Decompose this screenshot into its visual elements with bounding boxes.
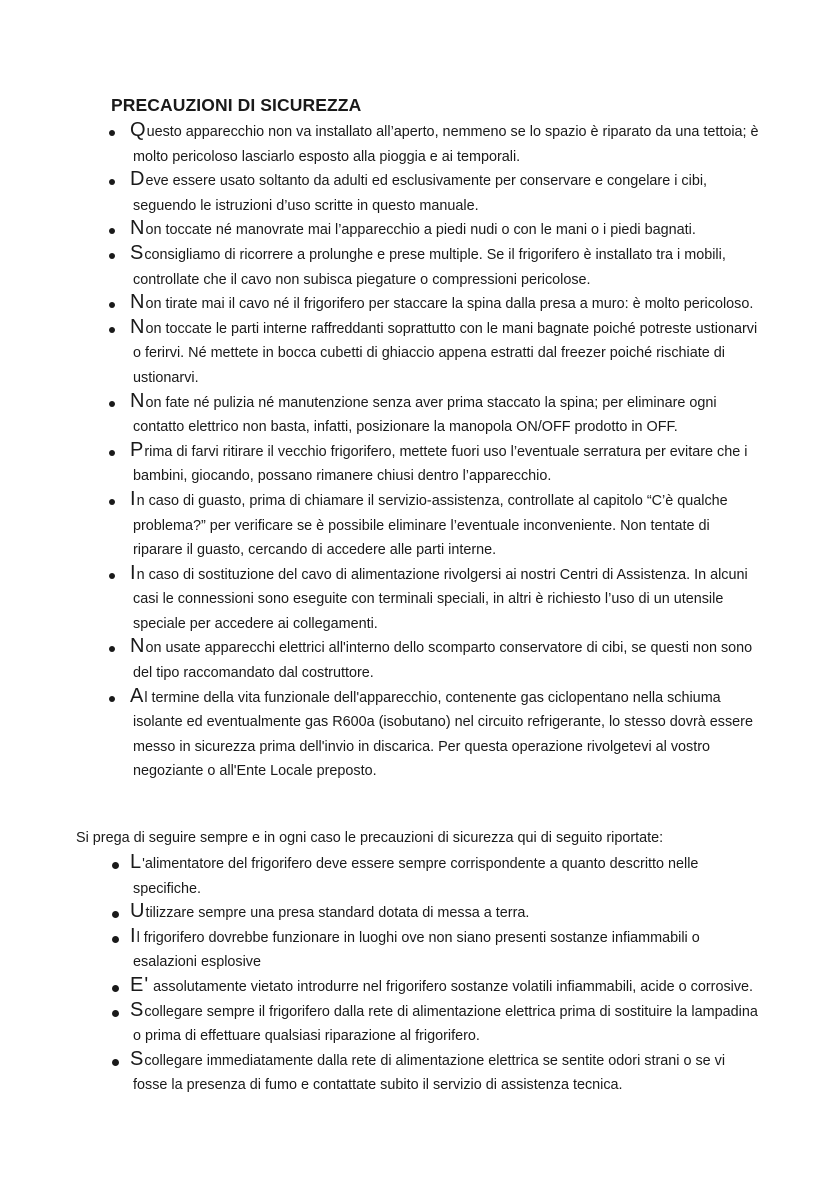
drop-initial: U (130, 900, 146, 923)
drop-initial: E' (130, 973, 150, 996)
drop-initial: D (130, 168, 146, 191)
item-text: n caso di guasto, prima di chiamare il servizio-assistenza, controllate al capitolo “C’è qualche problema?” per verificare se è possibile eliminare l’eventuale inconveniente. Non tentate di riparare il guasto, cercando di accedere alle parti interne. (133, 492, 728, 559)
list-item (0, 317, 822, 391)
drop-initial: Q (130, 119, 147, 141)
drop-initial: S (130, 998, 145, 1021)
list-item (0, 901, 822, 926)
item-text: l termine della vita funzionale dell'apparecchio, contenente gas ciclopentano nella schiuma isolante ed eventualmente gas R600a (isobutano) nel circuito refrigerante, lo stesso dovrà essere messo in sicurezza prima dell'invio in discarica. Per questa operazione rivolgetevi al vostro negoziante o all'Ente Locale preposto. (133, 689, 753, 780)
list-item (0, 636, 822, 685)
rules-list (0, 852, 822, 1098)
drop-initial: I (130, 924, 137, 947)
item-text: eve essere usato soltanto da adulti ed esclusivamente per conservare e congelare i cibi, seguendo le istruzioni d’uso scritte in questo manuale. (133, 173, 708, 214)
list-item (0, 1000, 822, 1049)
item-text: l frigorifero dovrebbe funzionare in luoghi ove non siano presenti sostanze infiammabili o esalazioni esplosive (133, 929, 700, 971)
drop-initial: N (130, 291, 146, 314)
precautions-list (0, 120, 822, 784)
item-text: on toccate né manovrate mai l’apparecchio a piedi nudi o con le mani o i piedi bagnati. (145, 222, 696, 239)
item-text: n caso di sostituzione del cavo di alimentazione rivolgersi ai nostri Centri di Assistenza. In alcuni casi le connessioni sono eseguite con terminali speciali, in altri è richiesto l’uso di un utensile speciale per accedere ai collegamenti. (133, 566, 748, 632)
item-text: collegare immediatamente dalla rete di alimentazione elettrica se sentite odori strani o se vi fosse la presenza di fumo e contattate subito il servizio di assistenza tecnica. (133, 1052, 726, 1094)
drop-initial: I (130, 487, 137, 510)
intro-paragraph: Si prega di seguire sempre e in ogni caso le precauzioni di sicurezza qui di seguito riportate: (76, 830, 664, 846)
item-text: consigliamo di ricorrere a prolunghe e prese multiple. Se il frigorifero è installato tra i mobili, controllate che il cavo non subisca piegature o compressioni pericolose. (133, 246, 726, 288)
list-item (0, 1049, 822, 1098)
list-item (0, 440, 822, 489)
item-text: tilizzare sempre una presa standard dotata di messa a terra. (145, 905, 530, 922)
item-text: rima di farvi ritirare il vecchio frigorifero, mettete fuori uso l’eventuale serratura per evitare che i bambini, giocando, possano rimanere chiusi dentro l’apparecchio. (133, 443, 748, 485)
item-text: on toccate le parti interne raffreddanti soprattutto con le mani bagnate poiché potreste ustionarvi o ferirvi. Né mettete in bocca cubetti di ghiaccio appena estratti dal freezer poiché rischiate di ustionarvi. (133, 320, 758, 386)
list-item (0, 852, 822, 901)
drop-initial: N (130, 389, 146, 412)
item-text: on tirate mai il cavo né il frigorifero per staccare la spina dalla presa a muro: è molto pericoloso. (145, 296, 754, 313)
list-item (0, 926, 822, 975)
list-item (0, 218, 822, 243)
item-text: assolutamente vietato introdurre nel frigorifero sostanze volatili infiammabili, acide o corrosive. (149, 978, 754, 995)
drop-initial: S (130, 1047, 145, 1070)
drop-initial: L (130, 851, 143, 873)
page-title: PRECAUZIONI DI SICUREZZA (111, 95, 362, 115)
list-item (0, 563, 822, 637)
list-item (0, 243, 822, 292)
item-text: on fate né pulizia né manutenzione senza aver prima staccato la spina; per eliminare ogni contatto elettrico non basta, infatti, posizionare la manopola ON/OFF prodotto in OFF. (133, 394, 717, 436)
item-text: collegare sempre il frigorifero dalla rete di alimentazione elettrica prima di sostituire la lampadina o prima di effettuare qualsiasi riparazione al frigorifero. (133, 1003, 758, 1045)
drop-initial: N (130, 217, 146, 240)
drop-initial: N (130, 635, 146, 658)
list-item (0, 391, 822, 440)
drop-initial: P (130, 438, 145, 461)
drop-initial: N (130, 315, 146, 338)
drop-initial: A (130, 684, 145, 707)
list-item (0, 169, 822, 218)
item-text: 'alimentatore del frigorifero deve essere sempre corrispondente a quanto descritto nelle specifiche. (133, 856, 699, 897)
list-item (0, 292, 822, 317)
drop-initial: I (130, 561, 137, 584)
list-item (0, 975, 822, 1000)
list-item (0, 686, 822, 784)
list-item (0, 489, 822, 563)
drop-initial: S (130, 241, 145, 264)
list-item (0, 120, 822, 169)
item-text: uesto apparecchio non va installato all’aperto, nemmeno se lo spazio è riparato da una tettoia; è molto pericoloso lasciarlo esposto alla pioggia e ai temporali. (133, 124, 759, 165)
item-text: on usate apparecchi elettrici all'interno dello scomparto conservatore di cibi, se questi non sono del tipo raccomandato dal costruttore. (133, 640, 753, 682)
